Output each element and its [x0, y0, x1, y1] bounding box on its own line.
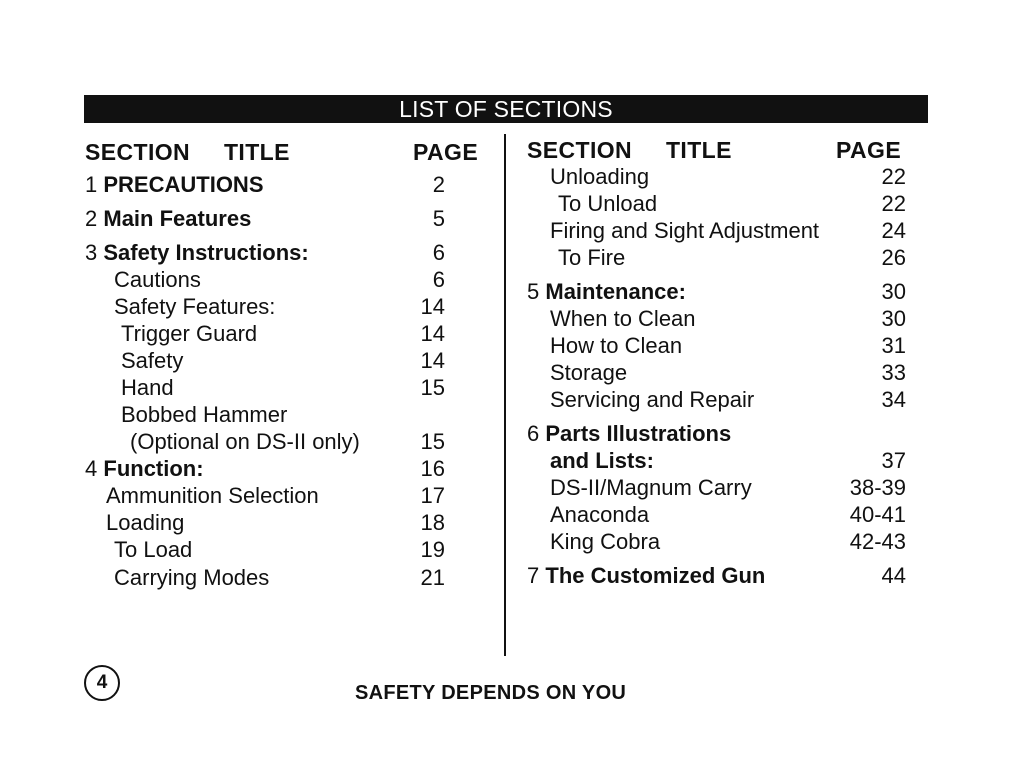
entry-title: Bobbed Hammer: [121, 402, 288, 427]
section-number: 2: [85, 206, 98, 231]
page-ref: 15: [420, 429, 445, 454]
section-number: 4: [85, 456, 98, 481]
entry-title: Cautions: [114, 267, 201, 292]
entry-title: To Load: [114, 537, 193, 562]
page-ref: 2: [432, 172, 445, 197]
page-ref: 16: [420, 456, 445, 481]
left-header-section-title: SECTION TITLE: [85, 139, 290, 165]
page-ref: 22: [881, 191, 906, 216]
page-ref: 14: [420, 294, 445, 319]
page-ref: 31: [881, 333, 906, 358]
page-ref: 14: [420, 321, 445, 346]
entry-title: (Optional on DS-II only): [130, 429, 360, 454]
section-number: 1: [85, 172, 98, 197]
section-number: 5: [527, 279, 540, 304]
entry-title: Firing and Sight Adjustment: [550, 218, 820, 243]
entry-title: To Unload: [558, 191, 658, 216]
page-ref: 18: [420, 510, 445, 535]
page-ref: 17: [420, 483, 445, 508]
page-ref: 33: [881, 360, 906, 385]
section-number: 7: [527, 563, 540, 588]
page-ref: 24: [881, 218, 906, 243]
entry-title: Hand: [121, 375, 174, 400]
page-number-badge: 4: [84, 665, 120, 701]
page-ref: 14: [420, 348, 445, 373]
entry-title: Unloading: [550, 164, 650, 189]
page-ref: 40-41: [849, 502, 906, 527]
page-ref: 44: [881, 563, 906, 588]
page-ref: 37: [881, 448, 906, 473]
entry-title: Loading: [106, 510, 185, 535]
entry-title: Servicing and Repair: [550, 387, 755, 412]
section-title: Parts Illustrations: [545, 421, 732, 446]
section-title-continued: and Lists:: [550, 448, 654, 473]
page-ref: 21: [420, 565, 445, 590]
section-title: Function:: [103, 456, 204, 481]
page-ref: 42-43: [849, 529, 906, 554]
entry-title: How to Clean: [550, 333, 683, 358]
entry-title: To Fire: [558, 245, 626, 270]
page-ref: 5: [432, 206, 445, 231]
entry-title: Safety Features:: [114, 294, 276, 319]
page-ref: 19: [420, 537, 445, 562]
entry-title: Ammunition Selection: [106, 483, 319, 508]
page-ref: 6: [432, 240, 445, 265]
entry-title: Storage: [550, 360, 628, 385]
entry-title: Carrying Modes: [114, 565, 270, 590]
left-header-page: PAGE: [413, 139, 479, 165]
page-ref: 22: [881, 164, 906, 189]
page-ref: 6: [432, 267, 445, 292]
section-title: Safety Instructions:: [103, 240, 309, 265]
page-ref: 15: [420, 375, 445, 400]
entry-title: Trigger Guard: [121, 321, 258, 346]
page-ref: 34: [881, 387, 906, 412]
entry-title: Anaconda: [550, 502, 650, 527]
section-number: 6: [527, 421, 540, 446]
section-title: The Customized Gun: [545, 563, 766, 588]
section-title: Maintenance:: [545, 279, 686, 304]
entry-title: King Cobra: [550, 529, 661, 554]
section-title: Main Features: [103, 206, 252, 231]
page-ref: 26: [881, 245, 906, 270]
right-header-page: PAGE: [836, 137, 902, 163]
footer-slogan: SAFETY DEPENDS ON YOU: [355, 682, 627, 704]
page-ref: 38-39: [849, 475, 906, 500]
column-divider: [504, 134, 506, 656]
entry-title: When to Clean: [550, 306, 696, 331]
entry-title: DS-II/Magnum Carry: [550, 475, 752, 500]
right-header-section-title: SECTION TITLE: [527, 137, 732, 163]
section-title: PRECAUTIONS: [103, 172, 264, 197]
page-ref: 30: [881, 279, 906, 304]
page-ref: 30: [881, 306, 906, 331]
list-of-sections-banner: LIST OF SECTIONS: [84, 95, 928, 123]
section-number: 3: [85, 240, 98, 265]
entry-title: Safety: [121, 348, 184, 373]
